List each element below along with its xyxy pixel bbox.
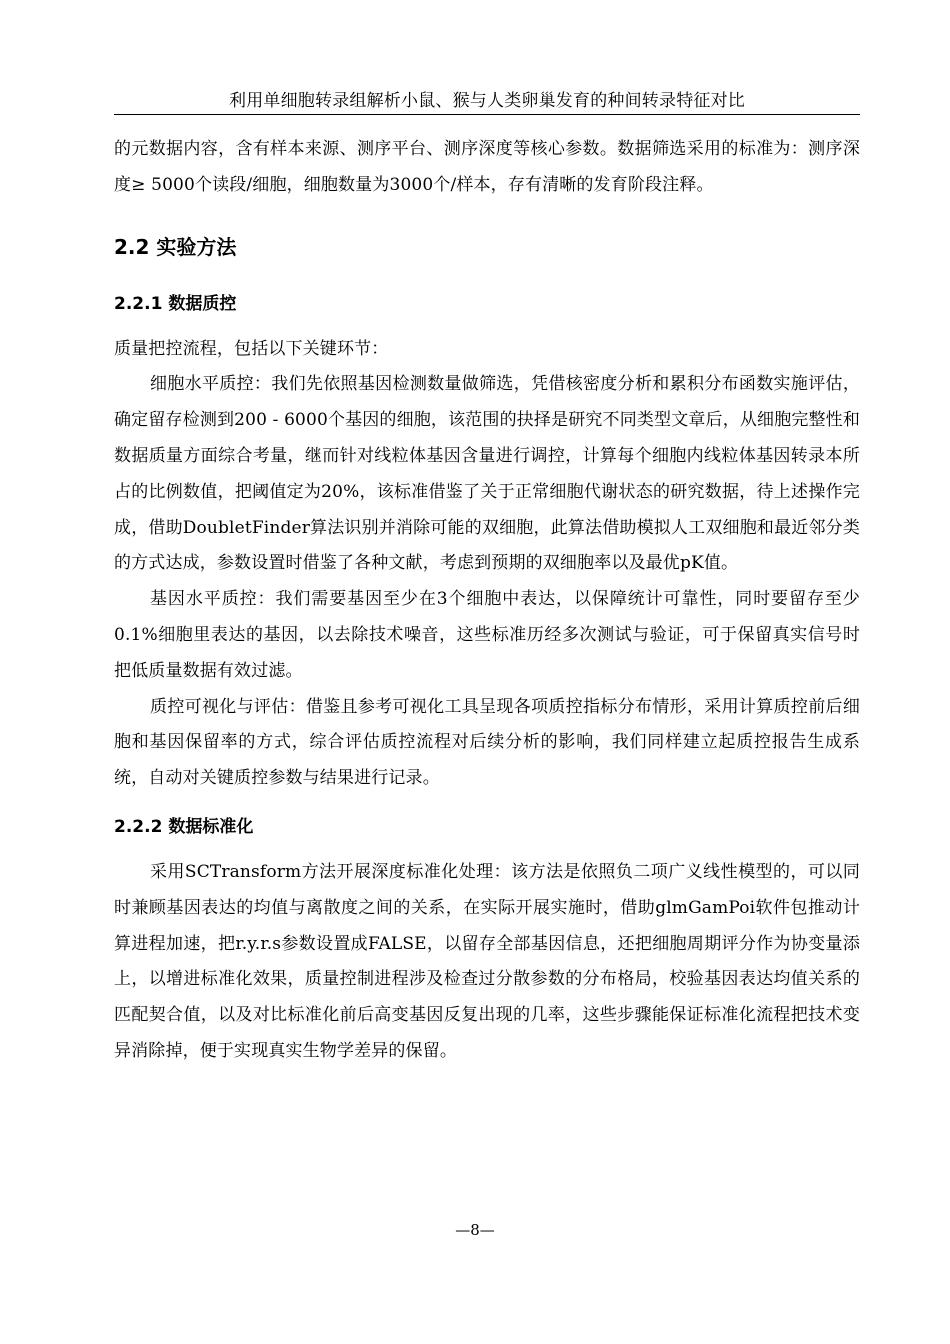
header-rule: [114, 114, 860, 115]
section-heading-2-2-1: 2.2.1 数据质控: [114, 293, 237, 314]
qc-cell-paragraph: 细胞水平质控：我们先依照基因检测数量做筛选，凭借核密度分析和累积分布函数实施评估，确定留存检测到200 - 6000个基因的细胞，该范围的抉择是研究不同类型文章后，从细胞完整性和数据质量方面综合考量，继而针对线粒体基因含量进行调控，计算每个细胞内线粒体基因转录本所占的比例数值，把阈值定为20%，该标准借鉴了关于正常细胞代谢状态的研究数据，待上述操作完成，借助DoubletFinder算法识别并消除可能的双细胞，此算法借助模拟人工双细胞和最近邻分类的方式达成，参数设置时借鉴了各种文献，考虑到预期的双细胞率以及最优pK值。: [114, 374, 860, 574]
page-number: —8—: [455, 1221, 495, 1239]
section-heading-2-2: 2.2 实验方法: [114, 234, 237, 259]
qc-visualization-paragraph: 质控可视化与评估：借鉴且参考可视化工具呈现各项质控指标分布情形，采用计算质控前后细胞和基因保留率的方式，综合评估质控流程对后续分析的影响，我们同样建立起质控报告生成系统，自动对关键质控参数与结果进行记录。: [114, 696, 860, 789]
qc-lead-paragraph: 质量把控流程，包括以下关键环节：: [114, 338, 389, 359]
running-header: 利用单细胞转录组解析小鼠、猴与人类卵巢发育的种间转录特征对比: [229, 91, 745, 111]
section-heading-2-2-2: 2.2.2 数据标准化: [114, 816, 254, 837]
page-body: [114, 132, 860, 1070]
intro-paragraph: 的元数据内容，含有样本来源、测序平台、测序深度等核心参数。数据筛选采用的标准为：测序深度≥ 5000个读段/细胞，细胞数量为3000个/样本，存有清晰的发育阶段注释。: [114, 139, 860, 195]
qc-gene-paragraph: 基因水平质控：我们需要基因至少在3个细胞中表达，以保障统计可靠性，同时要留存至少0.1%细胞里表达的基因，以去除技术噪音，这些标准历经多次测试与验证，可于保留真实信号时把低质量数据有效过滤。: [114, 589, 860, 681]
normalization-paragraph: 采用SCTransform方法开展深度标准化处理：该方法是依照负二项广义线性模型的，可以同时兼顾基因表达的均值与离散度之间的关系，在实际开展实施时，借助glmGamPoi软件包推动计算进程加速，把r.y.r.s参数设置成FALSE，以留存全部基因信息，还把细胞周期评分作为协变量添上，以增进标准化效果，质量控制进程涉及检查过分散参数的分布格局，校验基因表达均值关系的匹配契合值，以及对比标准化前后高变基因反复出现的几率，这些步骤能保证标准化流程把技术变异消除掉，便于实现真实生物学差异的保留。: [114, 861, 860, 1061]
